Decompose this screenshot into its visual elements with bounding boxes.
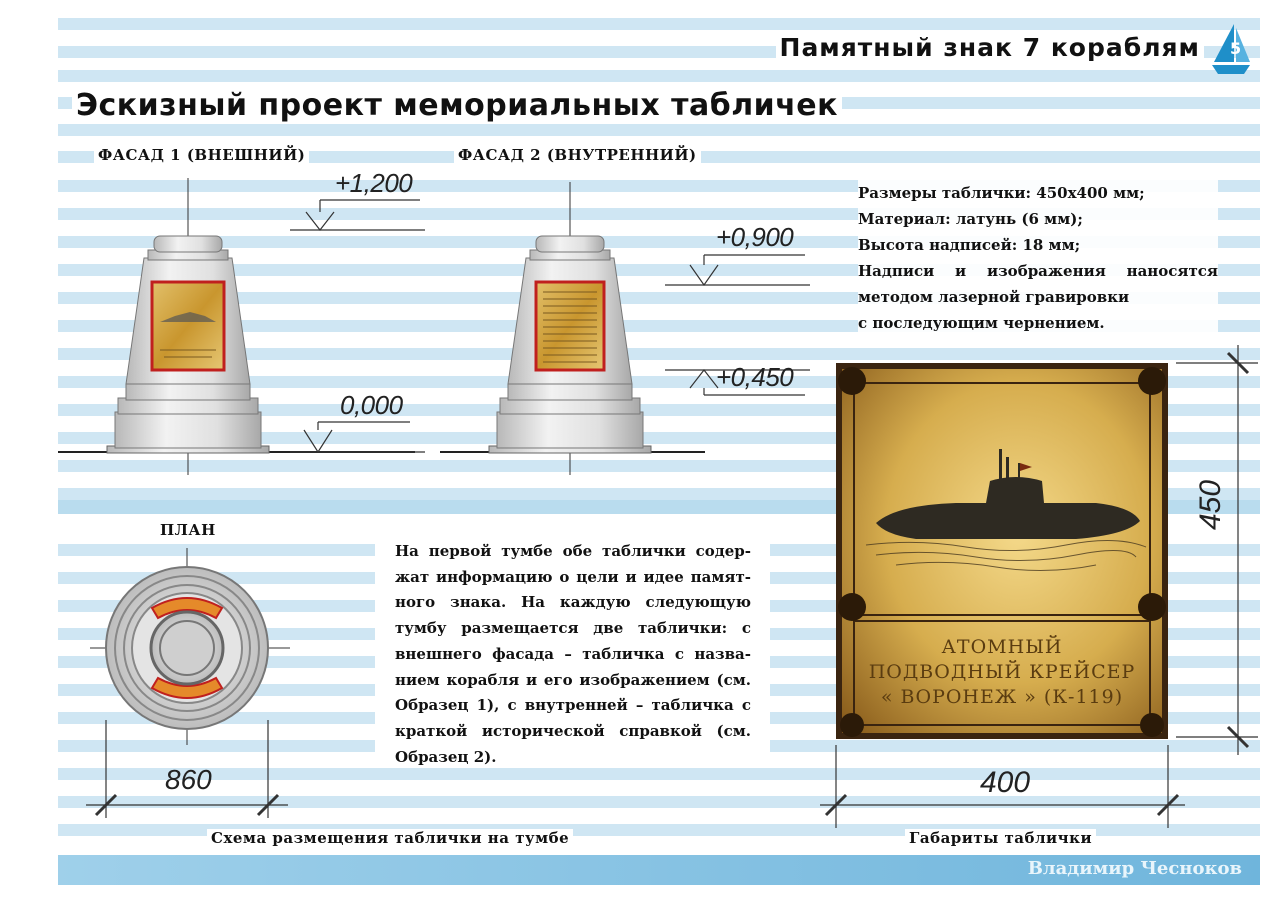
elevation-0450: +0,450 [716, 362, 794, 392]
plaque-width-dim: 400 [980, 766, 1031, 799]
description-text: На первой тумбе обе таблички содержат информацию о цели и идее памятного знака. На каждую следующую тумбу размещается две таблички: с внешнего фасада – табличка с названием корабля и его изображением (см. Образец 1), с внутренней – табличка с краткой исторической справкой (см. Образец 2). [395, 542, 751, 766]
plaque-line1: АТОМНЫЙ [941, 636, 1063, 658]
facade1-label: ФАСАД 1 (ВНЕШНИЙ) [94, 146, 309, 164]
spec-material: Материал: латунь (6 мм); [858, 210, 1083, 228]
header-title: Памятный знак 7 кораблям [776, 33, 1204, 62]
plaque-caption: Габариты таблички [905, 829, 1096, 847]
spec-finish: с последующим чернением. [858, 314, 1105, 332]
spec-method: методом лазерной гравировки [858, 288, 1130, 306]
plan-dimension-860: 860 [165, 764, 212, 795]
elevation-0000: 0,000 [340, 390, 403, 420]
elevation-1200: +1,200 [335, 168, 413, 198]
main-title: Эскизный проект мемориальных табличек [72, 88, 842, 123]
plan-label: ПЛАН [156, 521, 220, 539]
spec-text-height: Высота надписей: 18 мм; [858, 236, 1081, 254]
plaque-line2: ПОДВОДНЫЙ КРЕЙСЕР [868, 661, 1136, 683]
spec-engraving: Надписи и изображения наносятся [858, 262, 1218, 280]
plan-caption: Схема размещения таблички на тумбе [207, 829, 573, 847]
page-number: 5 [1230, 39, 1242, 58]
plaque-line3: « ВОРОНЕЖ » (К-119) [880, 686, 1124, 708]
plaque-height-dim: 450 [1194, 479, 1227, 530]
elevation-0900: +0,900 [716, 222, 794, 252]
spec-size: Размеры таблички: 450х400 мм; [858, 184, 1145, 202]
facade2-label: ФАСАД 2 (ВНУТРЕННИЙ) [454, 146, 701, 164]
footer-author: Владимир Чесноков [1027, 858, 1242, 879]
